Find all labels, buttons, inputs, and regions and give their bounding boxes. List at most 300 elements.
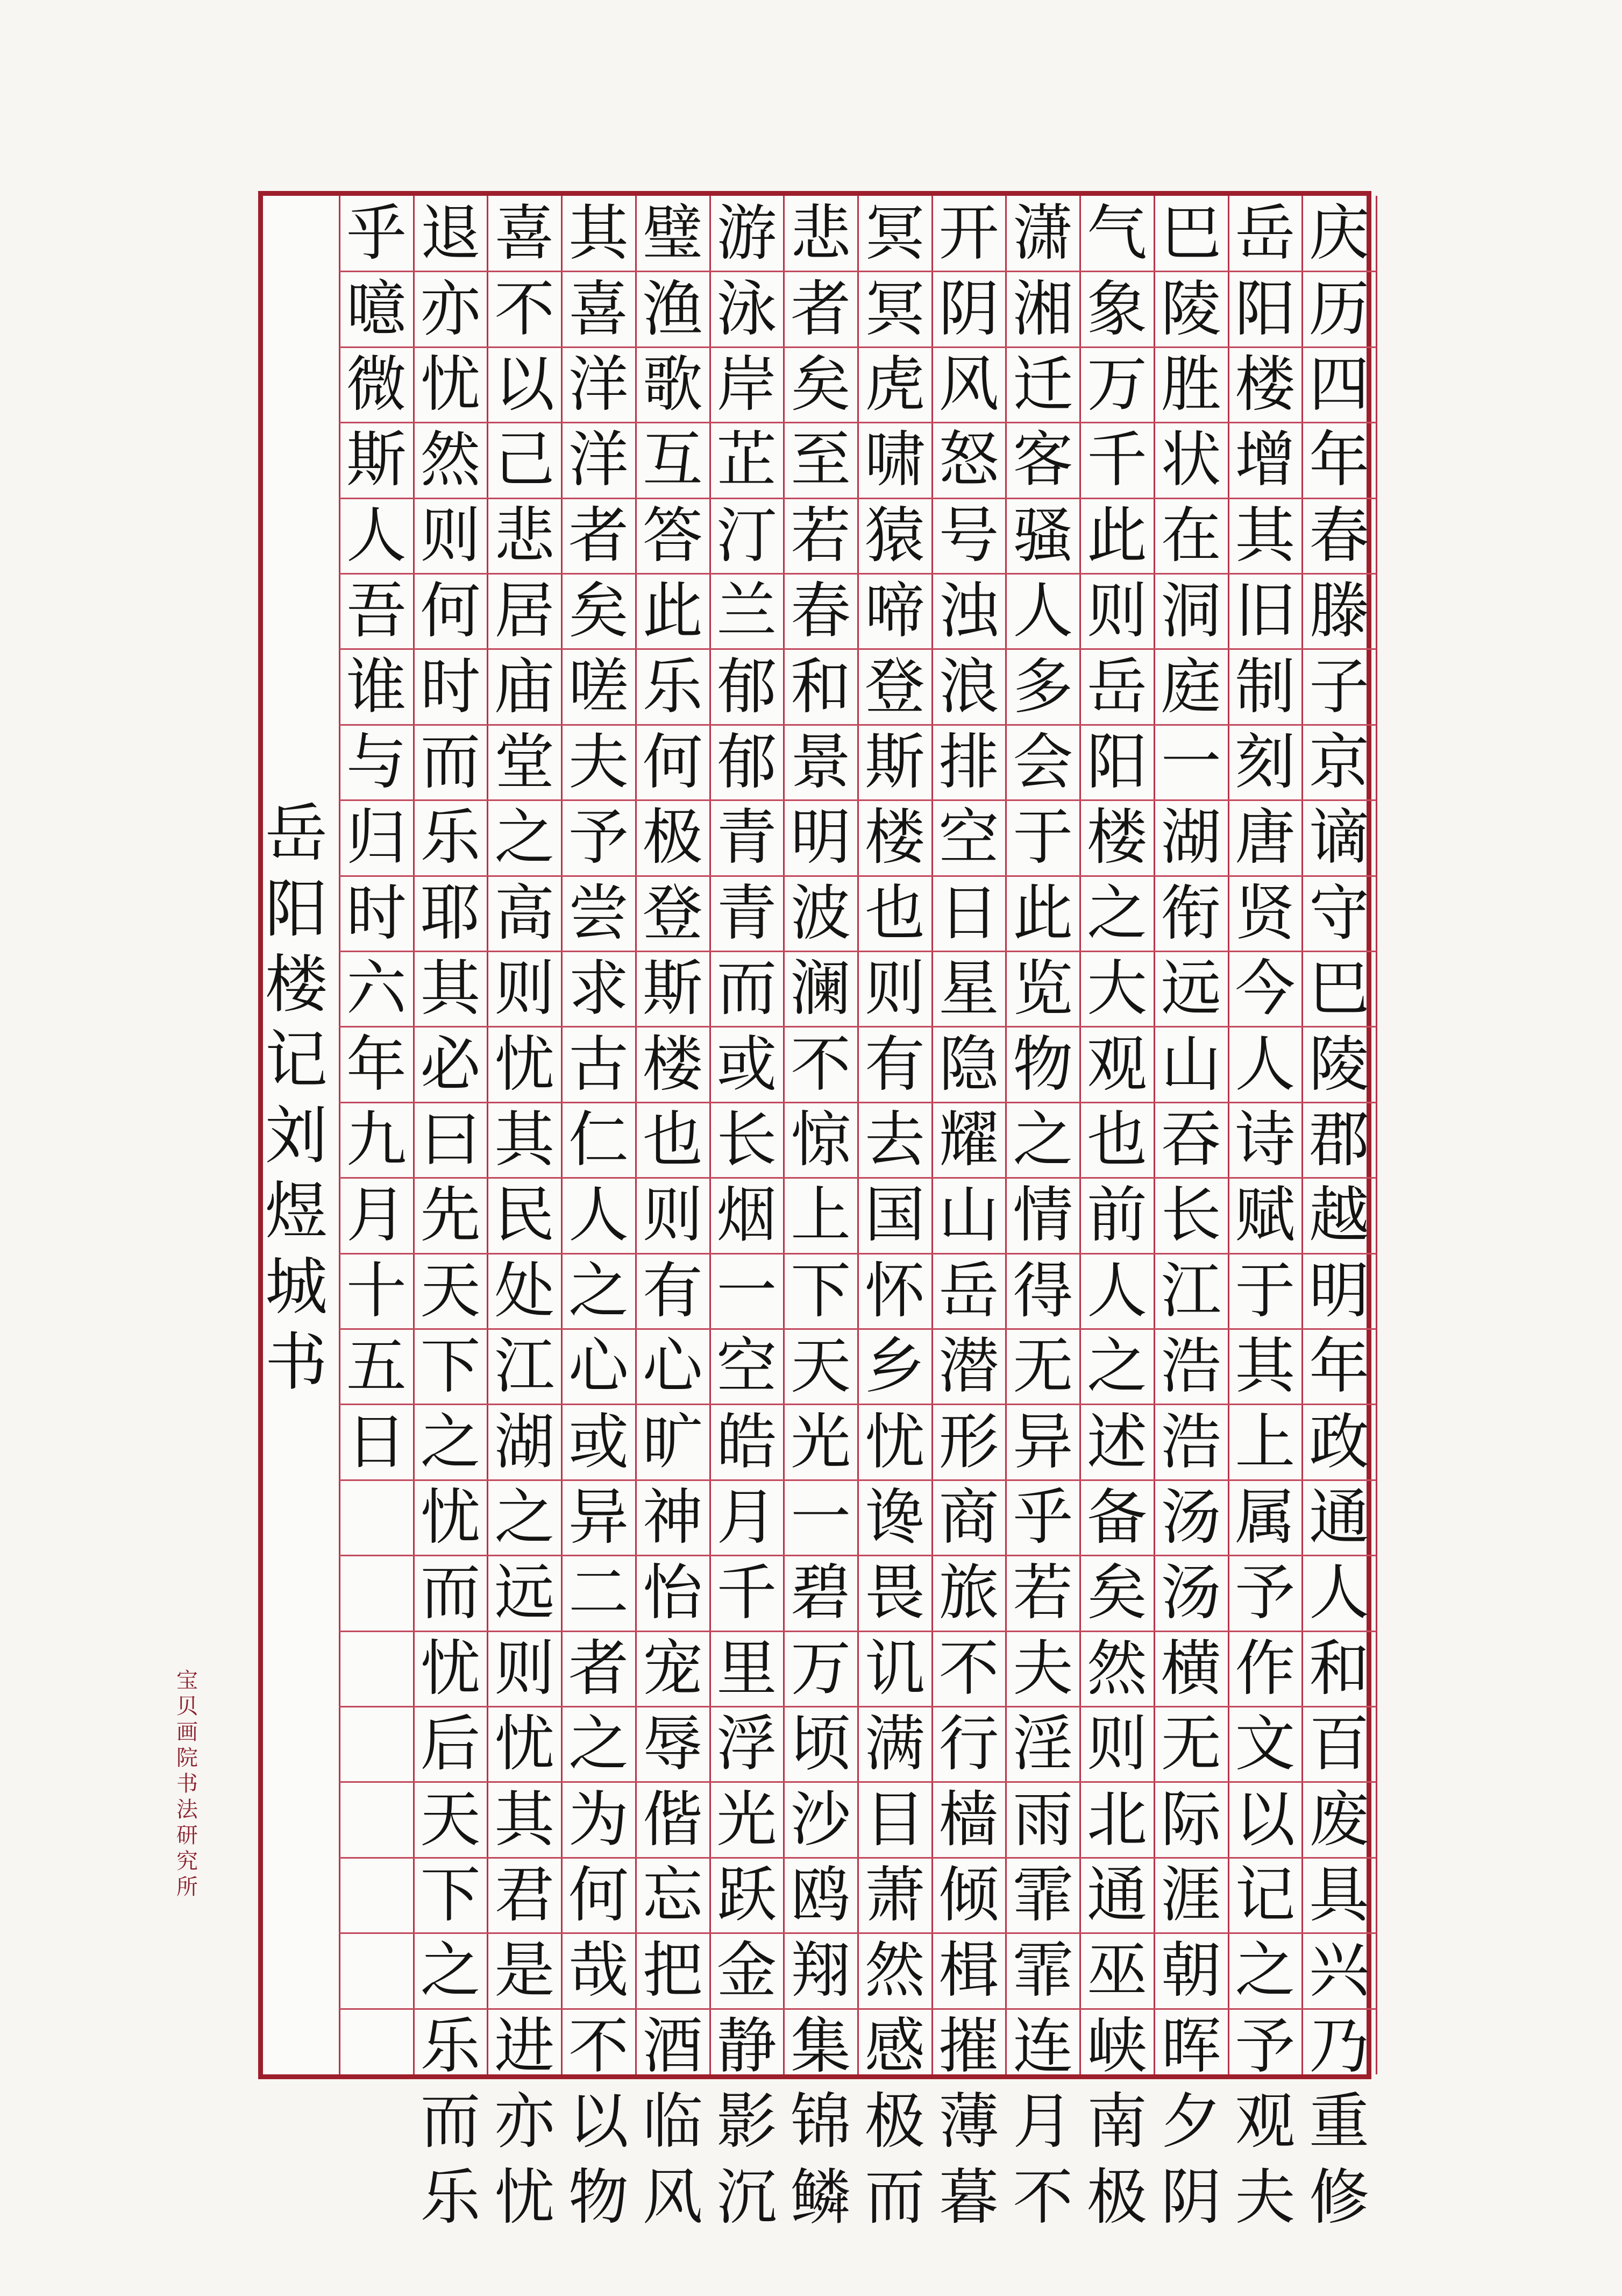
text-character: 人 (1235, 1029, 1296, 1100)
text-character: 则 (642, 1180, 703, 1251)
signature-character: 刘 (265, 1099, 328, 1172)
text-character: 登 (642, 878, 703, 948)
text-character: 在 (1161, 500, 1221, 571)
text-character: 巴 (1161, 199, 1221, 269)
text-character: 于 (1013, 803, 1073, 873)
text-character: 一 (716, 1256, 777, 1326)
text-character: 摧 (938, 2011, 999, 2081)
text-character: 贤 (1235, 878, 1296, 948)
text-character: 渔 (642, 274, 703, 344)
text-character: 其 (568, 199, 629, 269)
text-character: 五 (346, 1331, 407, 1402)
text-character: 空 (938, 803, 999, 873)
text-character: 也 (642, 1104, 703, 1175)
text-character: 高 (494, 878, 555, 948)
text-character: 忧 (494, 1709, 555, 1780)
text-character: 十 (346, 1256, 407, 1326)
text-character: 月 (346, 1180, 407, 1251)
signature-character: 城 (265, 1250, 328, 1323)
text-character: 会 (1013, 727, 1073, 797)
text-character: 洋 (568, 425, 629, 495)
text-character: 者 (791, 274, 851, 344)
text-character: 喜 (568, 274, 629, 344)
text-character: 青 (716, 803, 777, 873)
text-character: 异 (1013, 1407, 1073, 1477)
text-character: 上 (791, 1180, 851, 1251)
signature-character: 书 (265, 1326, 328, 1399)
text-character: 潇 (1013, 199, 1073, 269)
text-character: 心 (568, 1331, 629, 1402)
text-character: 冥 (864, 274, 925, 344)
text-character: 心 (642, 1331, 703, 1402)
text-character: 谪 (1309, 803, 1370, 873)
text-character: 通 (1086, 1860, 1147, 1930)
text-character: 时 (346, 878, 407, 948)
text-character: 年 (1309, 425, 1370, 495)
text-character: 亦 (420, 274, 481, 344)
text-character: 岸 (716, 349, 777, 420)
text-character: 而 (420, 1558, 481, 1628)
text-character: 乐 (642, 651, 703, 722)
text-character: 巴 (1309, 954, 1370, 1024)
studio-seal-text (171, 1668, 203, 1900)
text-character: 之 (420, 1936, 481, 2006)
text-character: 阳 (1086, 727, 1147, 797)
text-character: 其 (494, 1104, 555, 1175)
text-character: 情 (1013, 1180, 1073, 1251)
text-character: 春 (1309, 500, 1370, 571)
text-character: 陵 (1161, 274, 1221, 344)
text-character: 鸥 (791, 1860, 851, 1930)
text-character: 和 (791, 651, 851, 722)
text-character: 远 (494, 1558, 555, 1628)
text-character: 嗟 (568, 651, 629, 722)
text-character: 人 (1309, 1558, 1370, 1628)
text-character: 与 (346, 727, 407, 797)
text-character: 居 (494, 576, 555, 647)
text-character: 气 (1086, 199, 1147, 269)
text-character: 重 (1309, 2087, 1370, 2157)
text-character: 光 (791, 1407, 851, 1477)
text-character: 喜 (494, 199, 555, 269)
text-character: 临 (642, 2087, 703, 2157)
text-character: 耶 (420, 878, 481, 948)
text-character: 国 (864, 1180, 925, 1251)
text-character: 之 (494, 803, 555, 873)
text-character: 楼 (642, 1029, 703, 1100)
text-character: 岳 (1235, 199, 1296, 269)
text-character: 为 (568, 1784, 629, 1855)
text-character: 其 (494, 1784, 555, 1855)
seal-character: 贝 (176, 1694, 198, 1719)
text-character: 此 (1013, 878, 1073, 948)
text-character: 下 (420, 1860, 481, 1930)
text-character: 其 (1235, 500, 1296, 571)
text-character: 备 (1086, 1482, 1147, 1553)
text-character: 斯 (864, 727, 925, 797)
text-character: 碧 (791, 1558, 851, 1628)
text-character: 波 (791, 878, 851, 948)
text-character: 具 (1309, 1860, 1370, 1930)
text-character: 若 (1013, 1558, 1073, 1628)
text-character: 游 (716, 199, 777, 269)
text-character: 至 (791, 425, 851, 495)
text-character: 万 (1086, 349, 1147, 420)
text-character: 一 (1161, 727, 1221, 797)
text-character: 观 (1235, 2087, 1296, 2157)
text-character: 求 (568, 954, 629, 1024)
seal-character: 法 (176, 1797, 198, 1822)
text-character: 宠 (642, 1633, 703, 1704)
text-character: 上 (1235, 1407, 1296, 1477)
text-character: 极 (642, 803, 703, 873)
seal-character: 究 (176, 1849, 198, 1874)
text-character: 集 (791, 2011, 851, 2081)
signature-character: 阳 (265, 873, 328, 946)
text-character: 六 (346, 954, 407, 1024)
text-character: 江 (494, 1331, 555, 1402)
text-character: 谁 (346, 651, 407, 722)
text-character: 神 (642, 1482, 703, 1553)
text-character: 也 (1086, 1104, 1147, 1175)
text-character: 旅 (938, 1558, 999, 1628)
text-character: 旷 (642, 1407, 703, 1477)
text-character: 光 (716, 1784, 777, 1855)
text-character: 行 (938, 1709, 999, 1780)
text-character: 文 (1235, 1709, 1296, 1780)
text-character: 浩 (1161, 1331, 1221, 1402)
text-character: 忧 (494, 2162, 555, 2233)
text-character: 则 (494, 1633, 555, 1704)
text-character: 楼 (1086, 803, 1147, 873)
text-character: 千 (1086, 425, 1147, 495)
text-character: 鳞 (791, 2162, 851, 2233)
seal-character: 研 (176, 1823, 198, 1848)
text-character: 偕 (642, 1784, 703, 1855)
text-character: 今 (1235, 954, 1296, 1024)
text-character: 忧 (420, 349, 481, 420)
text-character: 暮 (938, 2162, 999, 2233)
text-character: 锦 (791, 2087, 851, 2157)
text-character: 极 (864, 2087, 925, 2157)
text-character: 猿 (864, 500, 925, 571)
text-character: 沙 (791, 1784, 851, 1855)
text-character: 夫 (1235, 2162, 1296, 2233)
text-character: 之 (420, 1407, 481, 1477)
text-character: 雨 (1013, 1784, 1073, 1855)
text-character: 庙 (494, 651, 555, 722)
text-character: 以 (494, 349, 555, 420)
text-character: 人 (1013, 576, 1073, 647)
text-character: 之 (1013, 1104, 1073, 1175)
text-character: 人 (568, 1180, 629, 1251)
text-character: 异 (568, 1482, 629, 1553)
text-character: 忧 (864, 1407, 925, 1477)
text-character: 者 (568, 500, 629, 571)
text-character: 子 (1309, 651, 1370, 722)
text-character: 峡 (1086, 2011, 1147, 2081)
text-character: 刻 (1235, 727, 1296, 797)
text-character: 明 (1309, 1256, 1370, 1326)
text-character: 乐 (420, 803, 481, 873)
text-character: 唐 (1235, 803, 1296, 873)
text-character: 述 (1086, 1407, 1147, 1477)
text-character: 把 (642, 1936, 703, 2006)
seal-character: 院 (176, 1746, 198, 1770)
text-character: 记 (1235, 1860, 1296, 1930)
text-character: 陵 (1309, 1029, 1370, 1100)
text-character: 之 (568, 1256, 629, 1326)
text-character: 讥 (864, 1633, 925, 1704)
text-character: 空 (716, 1331, 777, 1402)
seal-character: 书 (176, 1771, 198, 1796)
text-character: 得 (1013, 1256, 1073, 1326)
text-character: 啼 (864, 576, 925, 647)
text-character: 千 (716, 1558, 777, 1628)
text-character: 骚 (1013, 500, 1073, 571)
text-character: 浊 (938, 576, 999, 647)
text-character: 年 (1309, 1331, 1370, 1402)
text-character: 璧 (642, 199, 703, 269)
text-character: 制 (1235, 651, 1296, 722)
signature-character: 煜 (265, 1175, 328, 1248)
seal-character: 宝 (176, 1668, 198, 1693)
text-character: 商 (938, 1482, 999, 1553)
text-character: 酒 (642, 2011, 703, 2081)
text-character: 于 (1235, 1256, 1296, 1326)
text-character: 连 (1013, 2011, 1073, 2081)
text-character: 山 (938, 1180, 999, 1251)
text-character: 之 (1086, 878, 1147, 948)
text-character: 览 (1013, 954, 1073, 1024)
text-character: 微 (346, 349, 407, 420)
text-character: 也 (864, 878, 925, 948)
text-character: 无 (1013, 1331, 1073, 1402)
text-character: 互 (642, 425, 703, 495)
text-character: 形 (938, 1407, 999, 1477)
text-character: 然 (420, 425, 481, 495)
text-character: 洞 (1161, 576, 1221, 647)
text-character: 或 (568, 1407, 629, 1477)
seal-character: 画 (176, 1720, 198, 1745)
text-character: 倾 (938, 1860, 999, 1930)
text-character: 乡 (864, 1331, 925, 1402)
text-character: 天 (420, 1256, 481, 1326)
text-character: 其 (1235, 1331, 1296, 1402)
text-character: 二 (568, 1558, 629, 1628)
text-character: 作 (1235, 1633, 1296, 1704)
text-character: 天 (420, 1784, 481, 1855)
text-character: 年 (346, 1029, 407, 1100)
text-character: 京 (1309, 727, 1370, 797)
text-character: 则 (494, 954, 555, 1024)
signature-character: 记 (265, 1024, 328, 1097)
text-character: 此 (1086, 500, 1147, 571)
text-character: 以 (568, 2087, 629, 2157)
text-character: 兴 (1309, 1936, 1370, 2006)
text-character: 庭 (1161, 651, 1221, 722)
text-character: 登 (864, 651, 925, 722)
text-character: 月 (716, 1482, 777, 1553)
text-character: 辱 (642, 1709, 703, 1780)
text-character: 霏 (1013, 1860, 1073, 1930)
text-character: 静 (716, 2011, 777, 2081)
text-character: 诗 (1235, 1104, 1296, 1175)
text-character: 湖 (1161, 803, 1221, 873)
text-character: 长 (716, 1104, 777, 1175)
text-character: 一 (791, 1482, 851, 1553)
text-character: 目 (864, 1784, 925, 1855)
text-character: 滕 (1309, 576, 1370, 647)
text-character: 虎 (864, 349, 925, 420)
text-character: 吾 (346, 576, 407, 647)
text-character: 乎 (346, 199, 407, 269)
text-character: 洋 (568, 349, 629, 420)
text-character: 然 (864, 1936, 925, 2006)
text-character: 尝 (568, 878, 629, 948)
text-character: 去 (864, 1104, 925, 1175)
text-character: 天 (791, 1331, 851, 1402)
text-character: 浪 (938, 651, 999, 722)
text-character: 跃 (716, 1860, 777, 1930)
text-character: 号 (938, 500, 999, 571)
text-character: 吞 (1161, 1104, 1221, 1175)
text-character: 若 (791, 500, 851, 571)
text-character: 象 (1086, 274, 1147, 344)
text-character: 不 (791, 1029, 851, 1100)
text-character: 予 (568, 803, 629, 873)
text-character: 月 (1013, 2087, 1073, 2157)
text-character: 斯 (642, 954, 703, 1024)
text-character: 郡 (1309, 1104, 1370, 1175)
text-character: 通 (1309, 1482, 1370, 1553)
text-character: 岳 (938, 1256, 999, 1326)
text-character: 横 (1161, 1633, 1221, 1704)
text-character: 阴 (938, 274, 999, 344)
text-character: 观 (1086, 1029, 1147, 1100)
text-character: 历 (1309, 274, 1370, 344)
text-character: 亦 (494, 2087, 555, 2157)
text-character: 际 (1161, 1784, 1221, 1855)
text-character: 政 (1309, 1407, 1370, 1477)
text-character: 胜 (1161, 349, 1221, 420)
text-character: 远 (1161, 954, 1221, 1024)
text-character: 和 (1309, 1633, 1370, 1704)
text-character: 以 (1235, 1784, 1296, 1855)
text-character: 不 (494, 274, 555, 344)
text-character: 极 (1086, 2162, 1147, 2233)
text-character: 仁 (568, 1104, 629, 1175)
text-character: 郁 (716, 651, 777, 722)
text-character: 阴 (1161, 2162, 1221, 2233)
text-character: 夫 (1013, 1633, 1073, 1704)
text-character: 青 (716, 878, 777, 948)
text-character: 或 (716, 1029, 777, 1100)
text-character: 霏 (1013, 1936, 1073, 2006)
text-character: 下 (791, 1256, 851, 1326)
text-character: 不 (938, 1633, 999, 1704)
text-character: 惊 (791, 1104, 851, 1175)
text-character: 不 (568, 2011, 629, 2081)
text-character: 啸 (864, 425, 925, 495)
text-character: 何 (420, 576, 481, 647)
text-character: 旧 (1235, 576, 1296, 647)
text-character: 哉 (568, 1936, 629, 2006)
text-character: 下 (420, 1331, 481, 1402)
text-character: 开 (938, 199, 999, 269)
text-character: 里 (716, 1633, 777, 1704)
text-character: 则 (1086, 1709, 1147, 1780)
text-character: 物 (1013, 1029, 1073, 1100)
text-character: 状 (1161, 425, 1221, 495)
text-character: 怀 (864, 1256, 925, 1326)
text-character: 山 (1161, 1029, 1221, 1100)
text-character: 予 (1235, 1558, 1296, 1628)
text-character: 汤 (1161, 1482, 1221, 1553)
text-character: 矣 (791, 349, 851, 420)
text-character: 忧 (420, 1633, 481, 1704)
text-character: 澜 (791, 954, 851, 1024)
text-character: 悲 (791, 199, 851, 269)
text-character: 废 (1309, 1784, 1370, 1855)
text-character: 金 (716, 1936, 777, 2006)
text-character: 烟 (716, 1180, 777, 1251)
text-character: 景 (791, 727, 851, 797)
text-character: 樯 (938, 1784, 999, 1855)
text-character: 涯 (1161, 1860, 1221, 1930)
text-character: 乐 (420, 2011, 481, 2081)
text-character: 人 (1086, 1256, 1147, 1326)
text-character: 予 (1235, 2011, 1296, 2081)
text-character: 长 (1161, 1180, 1221, 1251)
text-character: 夫 (568, 727, 629, 797)
text-character: 之 (1086, 1331, 1147, 1402)
text-character: 晖 (1161, 2011, 1221, 2081)
text-character: 后 (420, 1709, 481, 1780)
text-character: 皓 (716, 1407, 777, 1477)
text-character: 怡 (642, 1558, 703, 1628)
text-character: 谗 (864, 1482, 925, 1553)
text-character: 衔 (1161, 878, 1221, 948)
text-character: 之 (494, 1482, 555, 1553)
signature-character: 岳 (265, 797, 328, 870)
text-character: 君 (494, 1860, 555, 1930)
text-character: 庆 (1309, 199, 1370, 269)
signature-character: 楼 (265, 948, 328, 1021)
seal-character: 所 (176, 1875, 198, 1900)
text-character: 乃 (1309, 2011, 1370, 2081)
text-character: 江 (1161, 1256, 1221, 1326)
text-character: 乎 (1013, 1482, 1073, 1553)
text-character: 感 (864, 2011, 925, 2081)
text-character: 歌 (642, 349, 703, 420)
text-character: 而 (716, 954, 777, 1024)
text-character: 先 (420, 1180, 481, 1251)
text-character: 楫 (938, 1936, 999, 2006)
text-character: 是 (494, 1936, 555, 2006)
text-character: 风 (642, 2162, 703, 2233)
text-character: 而 (864, 2162, 925, 2233)
text-character: 汀 (716, 500, 777, 571)
text-character: 万 (791, 1633, 851, 1704)
text-character: 芷 (716, 425, 777, 495)
text-character: 百 (1309, 1709, 1370, 1780)
text-character: 忧 (420, 1482, 481, 1553)
text-character: 南 (1086, 2087, 1147, 2157)
text-character: 浩 (1161, 1407, 1221, 1477)
text-character: 春 (791, 576, 851, 647)
text-character: 星 (938, 954, 999, 1024)
